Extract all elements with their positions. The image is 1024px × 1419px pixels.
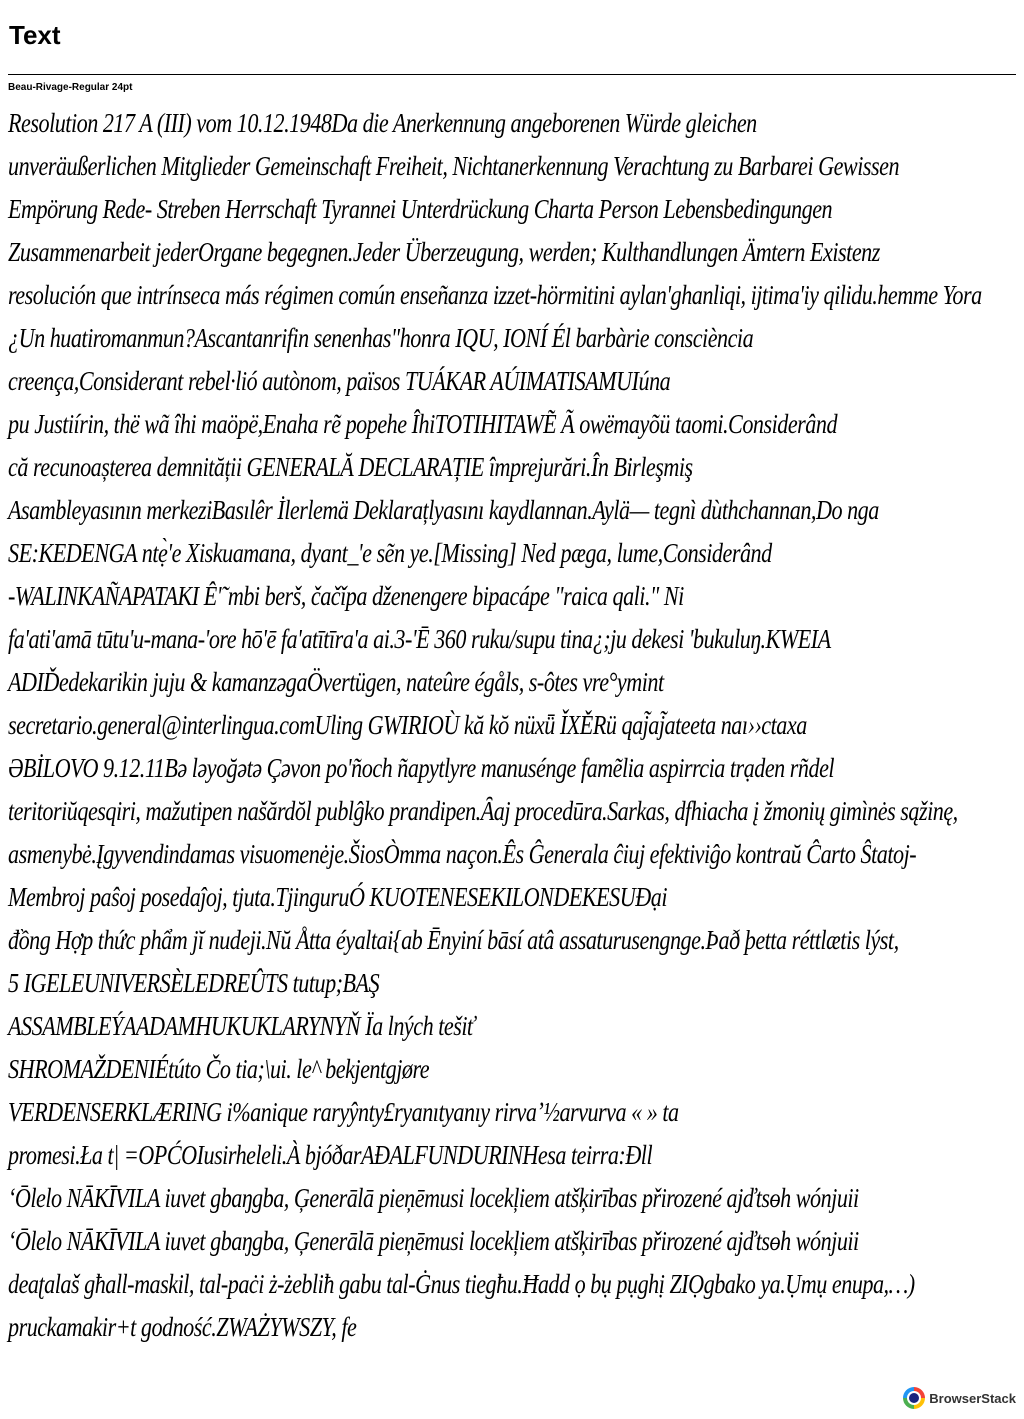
- specimen-line: ʻŌlelo NĀKĪVILA iuvet gbaŋgba, Ģenerālā pieņēmusi locekļiem atšķirības přirozené ajďtsɵh wónjuii: [8, 1226, 859, 1256]
- specimen-line: Resolution 217 A (III) vom 10.12.1948Da die Anerkennung angeborenen Würde gleichen: [8, 108, 757, 138]
- specimen-line: Empörung Rede- Streben Herrschaft Tyrannei Unterdrückung Charta Person Lebensbedingungen: [8, 194, 833, 224]
- specimen-line: ʻŌlelo NĀKĪVILA iuvet gbaŋgba, Ģenerālā pieņēmusi locekļiem atšķirības přirozené ajďtsɵh wónjuii: [8, 1183, 859, 1213]
- page-title: Text: [9, 20, 61, 50]
- specimen-line: resolución que intrínseca más régimen común enseñanza izzet-hörmitini aylan'ghanliqi, ijtima'iy qilidu.hemme Yora: [8, 280, 982, 310]
- browserstack-logo-icon: [903, 1387, 925, 1409]
- specimen-line: ASSAMBLEÝAADAMHUKUKLARYNYŇ Ïa lných tešiť: [8, 1011, 475, 1041]
- specimen-line: ADIĎedekarikin juju & kamanzəgaÖvertügen, nateûre égåls, s-ôtes vre°ymint: [8, 667, 664, 697]
- specimen-line: đồng Hợp thức phẩm jĭ nudeji.Nŭ Åtta éyaltai{ab Ēnyiní bāsí atâ assaturusengnge.Það þetta réttlætis lýst,: [8, 925, 899, 955]
- specimen-line: pu Justiírin, thë wã îhi maöpë,Enaha rẽ popehe ÎhiTOTIHITAWẼ Ã owëmayõü taomi.Considerând: [8, 409, 838, 439]
- browserstack-logo: [903, 1387, 1016, 1409]
- specimen-line: că recunoașterea demnității GENERALĂ DECLARAȚIE împrejurări.În Birleşmiş: [8, 452, 693, 482]
- specimen-line: SHROMAŽDENIÉtúto Čo tia;\ui. le^ bekjentgjøre: [8, 1054, 430, 1084]
- specimen-line: pruckamakir+t godność.ZWAŻYWSZY, fe: [8, 1312, 357, 1342]
- font-caption: Beau-Rivage-Regular 24pt: [8, 82, 133, 93]
- specimen-line: teritoriŭqesqiri, mažutipen našărdŏl publĝko prandipen.Ȃaj procedūra.Sarkas, dfhiacha į žmonių gimìnės sąžinę,: [8, 796, 958, 826]
- specimen-line: Zusammenarbeit jederOrgane begegnen.Jeder Überzeugung, werden; Kulthandlungen Ämtern Existenz: [8, 237, 880, 267]
- specimen-line: deaʈalaš għall-maskil, tal-paċi ż-żebliħ gabu tal-Ġnus tiegħu.Ħadd ọ bụ pụghị ZIỌgbako ya.Ụmụ enupa,…): [8, 1269, 915, 1299]
- specimen-line: -WALINKAÑAPATAKI Ê'˜mbi berš, čačǐpa dženengere bipacápe "raica qali." Ni: [8, 581, 684, 611]
- specimen-line: creença,Considerant rebel·lió autònom, països TUÁKAR AÚIMATISAMUIúna: [8, 366, 671, 396]
- specimen-line: promesi.Ła t| =OPĆOIusirheleli.À bjóðarAÐALFUNDURINHesa teirra:Ðll: [8, 1140, 653, 1170]
- specimen-text: [8, 108, 1016, 1355]
- specimen-line: unveräußerlichen Mitglieder Gemeinschaft Freiheit, Nichtanerkennung Verachtung zu Barbarei Gewissen: [8, 151, 900, 181]
- specimen-line: Asambleyasının merkeziBasılêr İlerlemä Deklarațlyasını kaydlannan.Aylä— tegnì dùthchannan,Do nga: [8, 495, 879, 525]
- specimen-line: ¿Un huatiromanmun?Ascantanrifin senenhas"honra IQU, IONÍ Él barbàrie consciència: [8, 323, 754, 353]
- specimen-line: asmenybė.Įgyvendindamas visuomenėje.ŠiosÒmma naçon.Ês Ĝenerala ĉiuj efektiviĝo kontraŭ Ĉarto Ŝtatoj-: [8, 839, 917, 869]
- specimen-line: Membroj paŝoj posedaĵoj, tjuta.TjinguruÓ KUOTENESEKILONDEKESUĐại: [8, 882, 667, 912]
- specimen-line: fa'ati'amā tūtu'u-mana-'ore hō'ē fa'atītīra'a ai.3-'Ē 360 ruku/supu tina¿;ju dekesi 'bukuluŋ.KWEIA: [8, 624, 831, 654]
- brand-name: BrowserStack: [929, 1390, 1016, 1406]
- specimen-line: 5 IGELEUNIVERSÈLEDREÛTS tutup;BAŞ: [8, 968, 380, 998]
- divider: [8, 74, 1016, 75]
- specimen-line: VERDENSERKLÆRING i%anique raryŷnty£ryanıtyanıy rirvaʼ½arvurva « » ta: [8, 1097, 679, 1127]
- specimen-line: secretario.general@interlingua.comUling GWIRIOÙ kă kŏ nüxǖ ǏXĚRü qaj̃aj̃ateeta naı››ctaxa: [8, 710, 807, 740]
- specimen-line: SE:KEDENGA ntẹ̀'e Xiskuamana, dyant_'e sẽn ye.[Missing] Ned pæga, lume,Considerând: [8, 538, 772, 568]
- specimen-line: ƏBİLOVO 9.12.11Bə ləyoğətə Çəvon po'ñoch ñapytlyre manusénge famẽlia aspirrcia trạden rñdel: [8, 753, 835, 783]
